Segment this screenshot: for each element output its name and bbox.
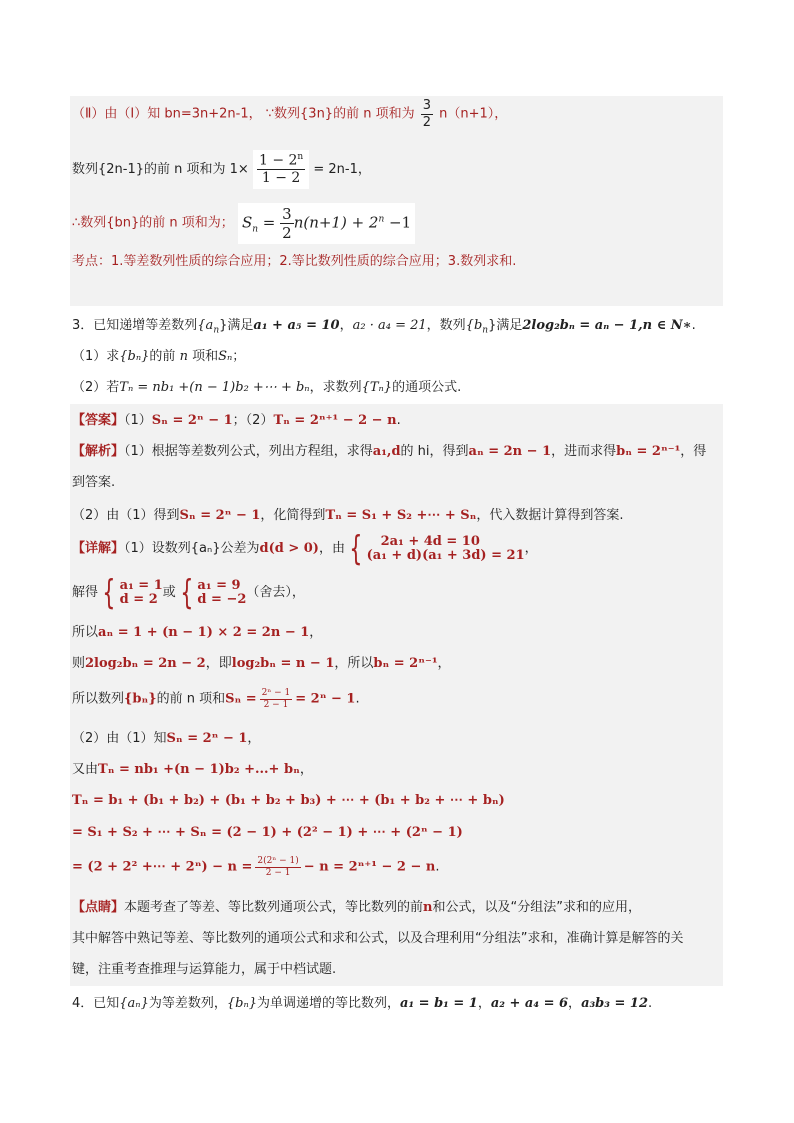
jiexi-text: 到答案. [72, 475, 116, 490]
math-tn: Tₙ = S₁ + S₂ +⋯ + Sₙ [325, 508, 477, 523]
math-bn: {bₙ} [124, 691, 157, 707]
math-sn: Sₙ = [225, 691, 257, 707]
detail-line-9 [72, 825, 463, 841]
q3-stem [72, 318, 696, 336]
detail-text: ， [299, 762, 313, 777]
formula-text: n(n+1) + 2 [293, 213, 379, 232]
q3-text: ， [339, 318, 353, 333]
math-bn: bₙ = 2ⁿ⁻¹ [373, 656, 438, 671]
equation-system-2 [120, 579, 163, 608]
math-d: d(d > 0) [259, 541, 319, 557]
detail-text: （1）设数列{aₙ}公差为 [124, 541, 260, 557]
dianjing-line-2 [72, 931, 683, 947]
seq-b: {b [465, 318, 483, 333]
fraction-3-2 [280, 205, 294, 242]
math-n: n [423, 900, 433, 915]
jiexi-text: ，进而求得 [551, 444, 617, 459]
dianjing-line-1 [72, 900, 641, 916]
detail-text: ，由 [318, 541, 345, 557]
frac-num: 3 [422, 98, 432, 113]
fraction-sum [253, 150, 309, 189]
fraction-final [255, 856, 300, 879]
seq-sub: n [482, 325, 489, 336]
formula-exp: n [378, 214, 385, 225]
sys-eq-2: d = −2 [197, 592, 247, 607]
dianjing-text: 本题考查了等差、等比数列通项公式，等比数列的前 [124, 900, 424, 915]
frac-den: 1 − 2 [257, 169, 305, 187]
eq-sign: = [258, 213, 281, 232]
cond-1: a₁ + a₅ = 10 [253, 318, 340, 333]
detail-text: ，所以 [334, 656, 374, 671]
math-bn: bₙ = 2ⁿ⁻¹ [616, 444, 681, 459]
jiexi-line-2 [72, 475, 115, 491]
answer-line [72, 413, 401, 429]
frac-den: 2 [282, 224, 292, 242]
fraction-sn [260, 688, 293, 711]
detail-line-10 [72, 856, 439, 879]
detail-line-5 [72, 688, 360, 711]
math-a1d: a₁,d [372, 444, 401, 459]
sys-eq-1: a₁ = 9 [197, 577, 241, 593]
frac-num: 2(2ⁿ − 1) [257, 856, 299, 866]
detail-text: 或 [162, 585, 176, 601]
q3-text: 的前 [149, 349, 180, 364]
jiexi-text: ，化简得到 [260, 508, 326, 523]
fraction-3-2 [421, 98, 433, 130]
brace-icon: { [349, 529, 363, 569]
jiexi-text: （2）由（1）得到 [72, 508, 180, 523]
frac-den: 2 [422, 114, 432, 130]
q3-text: }满足 [219, 318, 254, 333]
part2-line-3 [72, 203, 415, 244]
sum-symbol: S [241, 213, 253, 232]
answer-tag: 【答案】 [72, 413, 125, 428]
seq-b: {bₙ} [226, 996, 257, 1011]
detail-text: 的前 n 项和 [156, 691, 226, 707]
detail-tag: 【详解】 [72, 541, 125, 557]
detail-line-4 [72, 656, 451, 672]
detail-text: 所以数列 [72, 691, 125, 707]
jiexi-text: ，得 [680, 444, 707, 459]
q3-text: 3．已知递增等差数列 [72, 318, 198, 333]
formula-text: −1 [384, 213, 412, 232]
math-sum-expand: = S₁ + S₂ + ⋯ + Sₙ = (2 − 1) + (2² − 1) + ⋯ + (2ⁿ − 1) [72, 825, 463, 840]
q3-part1 [72, 349, 245, 365]
detail-text: . [435, 859, 440, 875]
detail-line-6 [72, 731, 260, 747]
t-expr: Tₙ = nb₁ +(n − 1)b₂ +⋯ + bₙ [119, 380, 310, 395]
dianjing-text: 其中解答中熟记等差、等比数列的通项公式和求和公式，以及合理利用“分组法”求和，准确计算是解答的关 [72, 931, 684, 946]
seq-a: {aₙ} [119, 996, 149, 1011]
num-exp: n [297, 152, 304, 162]
q4-text: ， [477, 996, 491, 1011]
detail-text: （2）由（1）知 [72, 731, 167, 746]
q3-part2 [72, 380, 461, 396]
jiexi-line-3 [72, 508, 624, 524]
math-final: = (2 + 2² +⋯ + 2ⁿ) − n = [72, 859, 253, 875]
answer-text: （1） [124, 413, 152, 428]
cond-2: a₂ + a₄ = 6 [490, 996, 569, 1011]
q3-text: 项和 [187, 349, 219, 364]
sys-eq-2: d = 2 [119, 592, 158, 607]
cond-3: a₃b₃ = 12 [581, 996, 648, 1011]
detail-text: 又由 [72, 762, 99, 777]
detail-text: 则 [72, 656, 86, 671]
part2-text: （Ⅱ）由（Ⅰ）知 bn=3n+2n-1， ∵数列{3n}的前 n 项和为 [72, 106, 415, 122]
kaodian-text: 考点：1.等差数列性质的综合应用；2.等比数列性质的综合应用；3.数列求和. [72, 254, 517, 269]
math-sn: Sₙ = 2ⁿ − 1 [166, 731, 248, 746]
part2-text: = 2n-1， [313, 162, 371, 178]
q3-text: 的通项公式. [392, 380, 462, 395]
equation-system-1 [367, 535, 525, 564]
q4-text: 为单调递增的等比数列， [257, 996, 401, 1011]
math-final: − n = 2ⁿ⁺¹ − 2 − n [303, 859, 436, 875]
part2-text: n（n+1）， [439, 106, 508, 122]
q3-text: ，求数列 [309, 380, 362, 395]
math-log: 2log₂bₙ = 2n − 2 [85, 656, 206, 671]
dianjing-tag: 【点睛】 [72, 900, 125, 915]
detail-text: 所以 [72, 625, 99, 640]
brace-icon: { [102, 573, 116, 613]
math-tn: Tₙ = nb₁ +(n − 1)b₂ +...+ bₙ [98, 762, 300, 777]
detail-text: ， [524, 541, 538, 557]
cond-2: a₂ · a₄ = 21 [352, 318, 427, 333]
frac-den: 2 − 1 [255, 867, 300, 879]
detail-line-8 [72, 793, 505, 809]
sum-formula [238, 203, 415, 244]
cond-3: 2log₂bₙ = aₙ − 1,n ∈ N∗ [522, 318, 692, 333]
q4-text: . [648, 996, 653, 1011]
q4-text: ， [568, 996, 582, 1011]
math-log: log₂bₙ = n − 1 [231, 656, 335, 671]
detail-line-1 [72, 529, 538, 569]
sys-eq-1: 2a₁ + 4d = 10 [380, 533, 480, 549]
answer-s2: Tₙ = 2ⁿ⁺¹ − 2 − n [273, 413, 397, 428]
sys-eq-2: (a₁ + d)(a₁ + 3d) = 21 [366, 548, 525, 563]
dianjing-line-3 [72, 962, 336, 978]
q3-text: ； [232, 349, 246, 364]
detail-line-7 [72, 762, 313, 778]
detail-text: . [355, 691, 360, 707]
equation-system-3 [197, 579, 246, 608]
math-sn: Sₙ = 2ⁿ − 1 [179, 508, 261, 523]
sys-eq-1: a₁ = 1 [119, 577, 163, 593]
q3-text: }满足 [488, 318, 523, 333]
frac-den: 2 − 1 [260, 699, 293, 711]
part2-line-1 [72, 98, 507, 130]
math-sn: = 2ⁿ − 1 [295, 691, 356, 707]
sum-s: Sₙ [218, 349, 233, 364]
brace-icon: { [180, 573, 194, 613]
num-text: 1 − 2 [258, 152, 298, 169]
detail-text: 解得 [72, 585, 99, 601]
q3-text: . [691, 318, 696, 333]
q3-text: （1）求 [72, 349, 120, 364]
q3-text: ，数列 [426, 318, 466, 333]
part2-line-2 [72, 150, 371, 189]
math-an: aₙ = 1 + (n − 1) × 2 = 2n − 1 [98, 625, 310, 640]
detail-text: ，即 [205, 656, 232, 671]
detail-text: ， [309, 625, 323, 640]
jiexi-text: （1）根据等差数列公式，列出方程组，求得 [124, 444, 373, 459]
dianjing-text: 和公式，以及“分组法”求和的应用， [432, 900, 641, 915]
math-tn-expand: Tₙ = b₁ + (b₁ + b₂) + (b₁ + b₂ + b₃) + ⋯ + (b₁ + b₂ + ⋯ + bₙ) [72, 793, 505, 808]
part2-text: 数列{2n-1}的前 n 项和为 1× [72, 162, 249, 178]
kaodian-line [72, 254, 516, 270]
jiexi-tag: 【解析】 [72, 444, 125, 459]
frac-num: 2ⁿ − 1 [261, 688, 291, 698]
dianjing-text: 键，注重考查推理与运算能力，属于中档试题. [72, 962, 337, 977]
sum-sub: n [252, 224, 259, 235]
detail-text: ， [247, 731, 261, 746]
seq-b: {bₙ} [119, 349, 150, 364]
math-an: aₙ = 2n − 1 [468, 444, 552, 459]
seq-t: {Tₙ} [361, 380, 393, 395]
q4-text: 4．已知 [72, 996, 120, 1011]
seq-sub: n [213, 325, 220, 336]
jiexi-text: 的 hi，得到 [400, 444, 469, 459]
detail-line-2 [72, 573, 305, 613]
answer-s1: Sₙ = 2ⁿ − 1 [151, 413, 233, 428]
q3-text: （2）若 [72, 380, 120, 395]
answer-text: . [396, 413, 401, 428]
frac-num: 3 [282, 205, 292, 223]
jiexi-line-1 [72, 444, 706, 460]
detail-text: （舍去）， [246, 585, 305, 601]
detail-line-3 [72, 625, 322, 641]
answer-text: ；（2） [232, 413, 274, 428]
var-n: n [179, 349, 188, 364]
detail-text: ， [437, 656, 451, 671]
part2-text: ∴数列{bn}的前 n 项和为； [72, 215, 234, 231]
q4-text: 为等差数列， [148, 996, 227, 1011]
q4-stem [72, 996, 652, 1012]
jiexi-text: ，代入数据计算得到答案. [476, 508, 624, 523]
seq-a: {a [197, 318, 214, 333]
frac-num [257, 152, 305, 169]
cond-1: a₁ = b₁ = 1 [400, 996, 478, 1011]
